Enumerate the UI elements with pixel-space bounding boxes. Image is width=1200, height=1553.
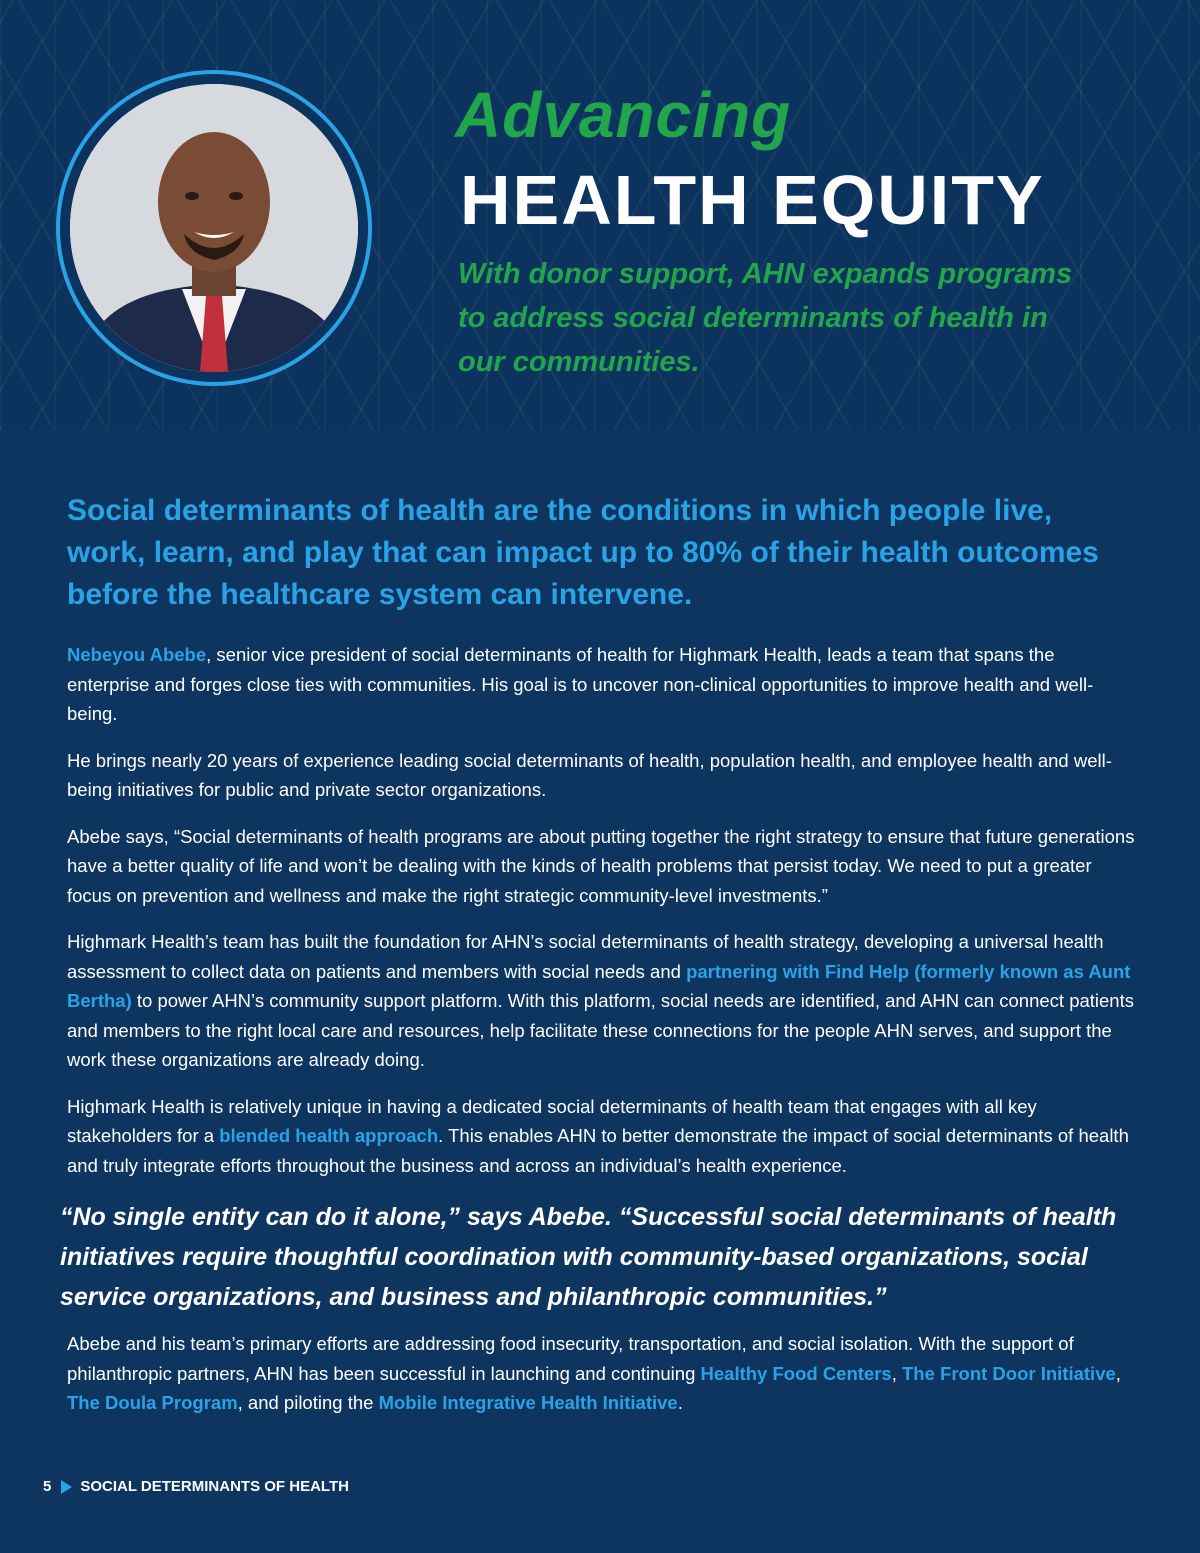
- heading-kicker: Advancing: [455, 79, 792, 151]
- page-footer: [43, 1478, 349, 1495]
- page-title: HEALTH EQUITY: [460, 161, 1045, 239]
- article-body: [60, 640, 1137, 1435]
- link-healthy-food-centers[interactable]: Healthy Food Centers: [700, 1362, 892, 1384]
- paragraph-text: , senior vice president of social determinants of health for Highmark Health, leads a team that spans the enterprise and forges close ties with communities. His goal is to uncover non-clinical opportunities to improve health and well-being.: [67, 644, 1094, 724]
- paragraph-text: to power AHN’s community support platform. With this platform, social needs are identified, and AHN can connect patients and members to the right local care and resources, help facilitate these connections for the people AHN serves, and support the work these organizations are already doing.: [67, 990, 1134, 1070]
- paragraph-text: , and piloting the: [237, 1392, 379, 1413]
- separator: ,: [1115, 1362, 1121, 1384]
- paragraph-experience: He brings nearly 20 years of experience leading social determinants of health, population health, and employee health and well-being initiatives for public and private sector organizations.: [67, 749, 1112, 800]
- link-doula-program[interactable]: The Doula Program: [67, 1392, 238, 1413]
- separator: ,: [891, 1362, 902, 1384]
- paragraph-text: . This enables AHN to better demonstrate the impact of social determinants of health and truly integrate efforts throughout the business and across an individual’s health experience.: [67, 1125, 1129, 1176]
- link-blended-health[interactable]: blended health approach: [219, 1125, 439, 1146]
- lead-statement: Social determinants of health are the conditions in which people live, work, learn, and play that can impact up to 80% of their health outcomes before the healthcare system can intervene.: [67, 494, 1099, 611]
- hero-banner: [0, 0, 1200, 430]
- paragraph-intro: [67, 640, 1137, 729]
- link-find-help[interactable]: partnering with Find Help (formerly known as Aunt Bertha): [67, 960, 1131, 1011]
- section-name: SOCIAL DETERMINANTS OF HEALTH: [80, 1478, 349, 1495]
- paragraph-text: Highmark Health is relatively unique in having a dedicated social determinants of health team that engages with all key stakeholders for a: [67, 1095, 1037, 1146]
- paragraph-blended: [67, 1092, 1137, 1181]
- paragraph-text: Highmark Health’s team has built the foundation for AHN’s social determinants of health strategy, developing a universal health assessment to collect data on patients and members with social needs and: [67, 931, 1104, 982]
- paragraph-foundation: [67, 927, 1137, 1075]
- paragraph-abebe-says: Abebe says, “Social determinants of health programs are about putting together the right strategy to ensure that future generations have a better quality of life and won’t be dealing with the kinds of health problems that persist today. We need to put a greater focus on prevention and wellness and make the right strategic community-level investments.”: [67, 825, 1135, 906]
- portrait-photo: [70, 84, 358, 372]
- pull-quote: “No single entity can do it alone,” says Abebe. “Successful social determinants of health initiatives require thoughtful coordination with community-based organizations, social service organizations, and business and philanthropic communities.”: [60, 1203, 1117, 1311]
- link-mobile-integrative-health[interactable]: Mobile Integrative Health Initiative: [378, 1392, 678, 1413]
- portrait-illustration: [70, 84, 358, 372]
- paragraph-efforts: [67, 1329, 1137, 1418]
- paragraph-text: Abebe and his team’s primary efforts are addressing food insecurity, transportation, and social isolation. With the support of philanthropic partners, AHN has been successful in launching and continuing: [67, 1333, 1074, 1384]
- page-number: 5: [43, 1478, 52, 1495]
- page-subtitle: With donor support, AHN expands programs to address social determinants of health in our communities.: [458, 258, 1073, 378]
- triangle-right-icon: [61, 1480, 72, 1494]
- link-front-door-initiative[interactable]: The Front Door Initiative: [902, 1362, 1116, 1384]
- portrait-frame: [56, 70, 372, 386]
- link-nebeyou-abebe[interactable]: Nebeyou Abebe: [67, 644, 207, 665]
- paragraph-text: .: [677, 1392, 683, 1413]
